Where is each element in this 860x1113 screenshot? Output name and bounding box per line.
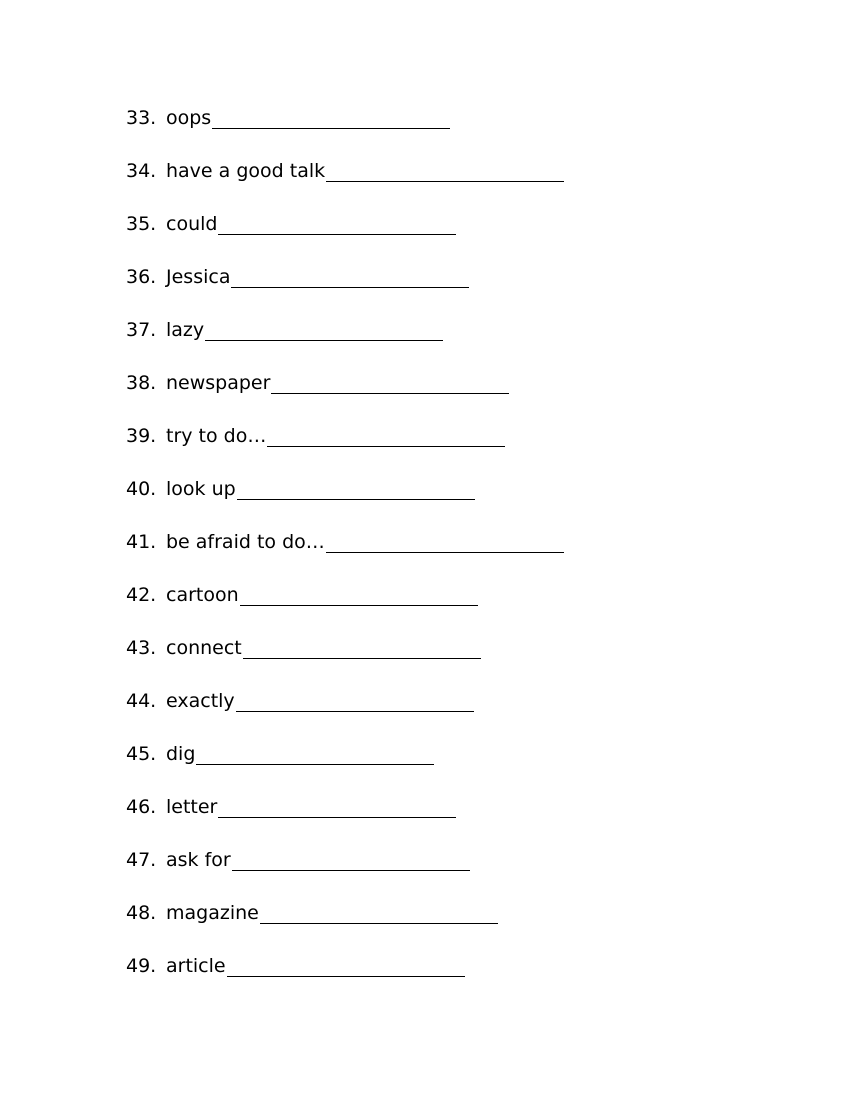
answer-blank[interactable] [243, 634, 481, 659]
answer-blank[interactable] [326, 528, 564, 553]
exercise-item [126, 687, 564, 740]
exercise-item [126, 475, 564, 528]
item-term: exactly [166, 690, 235, 712]
exercise-item [126, 634, 564, 687]
item-number: 45. [126, 743, 157, 765]
exercise-item [126, 157, 564, 210]
exercise-item [126, 846, 564, 899]
item-number: 48. [126, 902, 157, 924]
exercise-item [126, 581, 564, 634]
exercise-item [126, 369, 564, 422]
item-term: letter [166, 796, 218, 818]
item-number: 49. [126, 955, 157, 977]
item-term: article [166, 955, 226, 977]
item-number: 40. [126, 478, 157, 500]
exercise-item [126, 740, 564, 793]
item-term: have a good talk [166, 160, 326, 182]
item-term: could [166, 213, 218, 235]
answer-blank[interactable] [218, 793, 456, 818]
answer-blank[interactable] [227, 952, 465, 977]
answer-blank[interactable] [260, 899, 498, 924]
answer-blank[interactable] [232, 846, 470, 871]
answer-blank[interactable] [326, 157, 564, 182]
item-number: 33. [126, 107, 157, 129]
exercise-item [126, 263, 564, 316]
answer-blank[interactable] [237, 475, 475, 500]
item-term: ask for [166, 849, 231, 871]
item-term: Jessica [166, 266, 231, 288]
answer-blank[interactable] [271, 369, 509, 394]
item-term: be afraid to do… [166, 531, 325, 553]
exercise-item [126, 104, 564, 157]
answer-blank[interactable] [196, 740, 434, 765]
item-term: magazine [166, 902, 259, 924]
answer-blank[interactable] [240, 581, 478, 606]
item-number: 43. [126, 637, 157, 659]
item-number: 37. [126, 319, 157, 341]
item-number: 34. [126, 160, 157, 182]
item-term: try to do… [166, 425, 267, 447]
answer-blank[interactable] [212, 104, 450, 129]
exercise-item [126, 793, 564, 846]
answer-blank[interactable] [236, 687, 474, 712]
item-term: newspaper [166, 372, 271, 394]
exercise-item [126, 899, 564, 952]
vocabulary-exercise-list [126, 104, 564, 1005]
exercise-item [126, 952, 564, 1005]
item-number: 44. [126, 690, 157, 712]
item-number: 39. [126, 425, 157, 447]
item-number: 41. [126, 531, 157, 553]
item-number: 38. [126, 372, 157, 394]
item-number: 35. [126, 213, 157, 235]
exercise-item [126, 528, 564, 581]
answer-blank[interactable] [231, 263, 469, 288]
answer-blank[interactable] [267, 422, 505, 447]
item-number: 46. [126, 796, 157, 818]
item-term: dig [166, 743, 196, 765]
item-term: cartoon [166, 584, 239, 606]
exercise-item [126, 422, 564, 475]
item-number: 47. [126, 849, 157, 871]
answer-blank[interactable] [218, 210, 456, 235]
answer-blank[interactable] [205, 316, 443, 341]
item-term: lazy [166, 319, 205, 341]
item-term: oops [166, 107, 212, 129]
item-term: connect [166, 637, 242, 659]
exercise-item [126, 316, 564, 369]
item-term: look up [166, 478, 236, 500]
item-number: 42. [126, 584, 157, 606]
item-number: 36. [126, 266, 157, 288]
exercise-item [126, 210, 564, 263]
